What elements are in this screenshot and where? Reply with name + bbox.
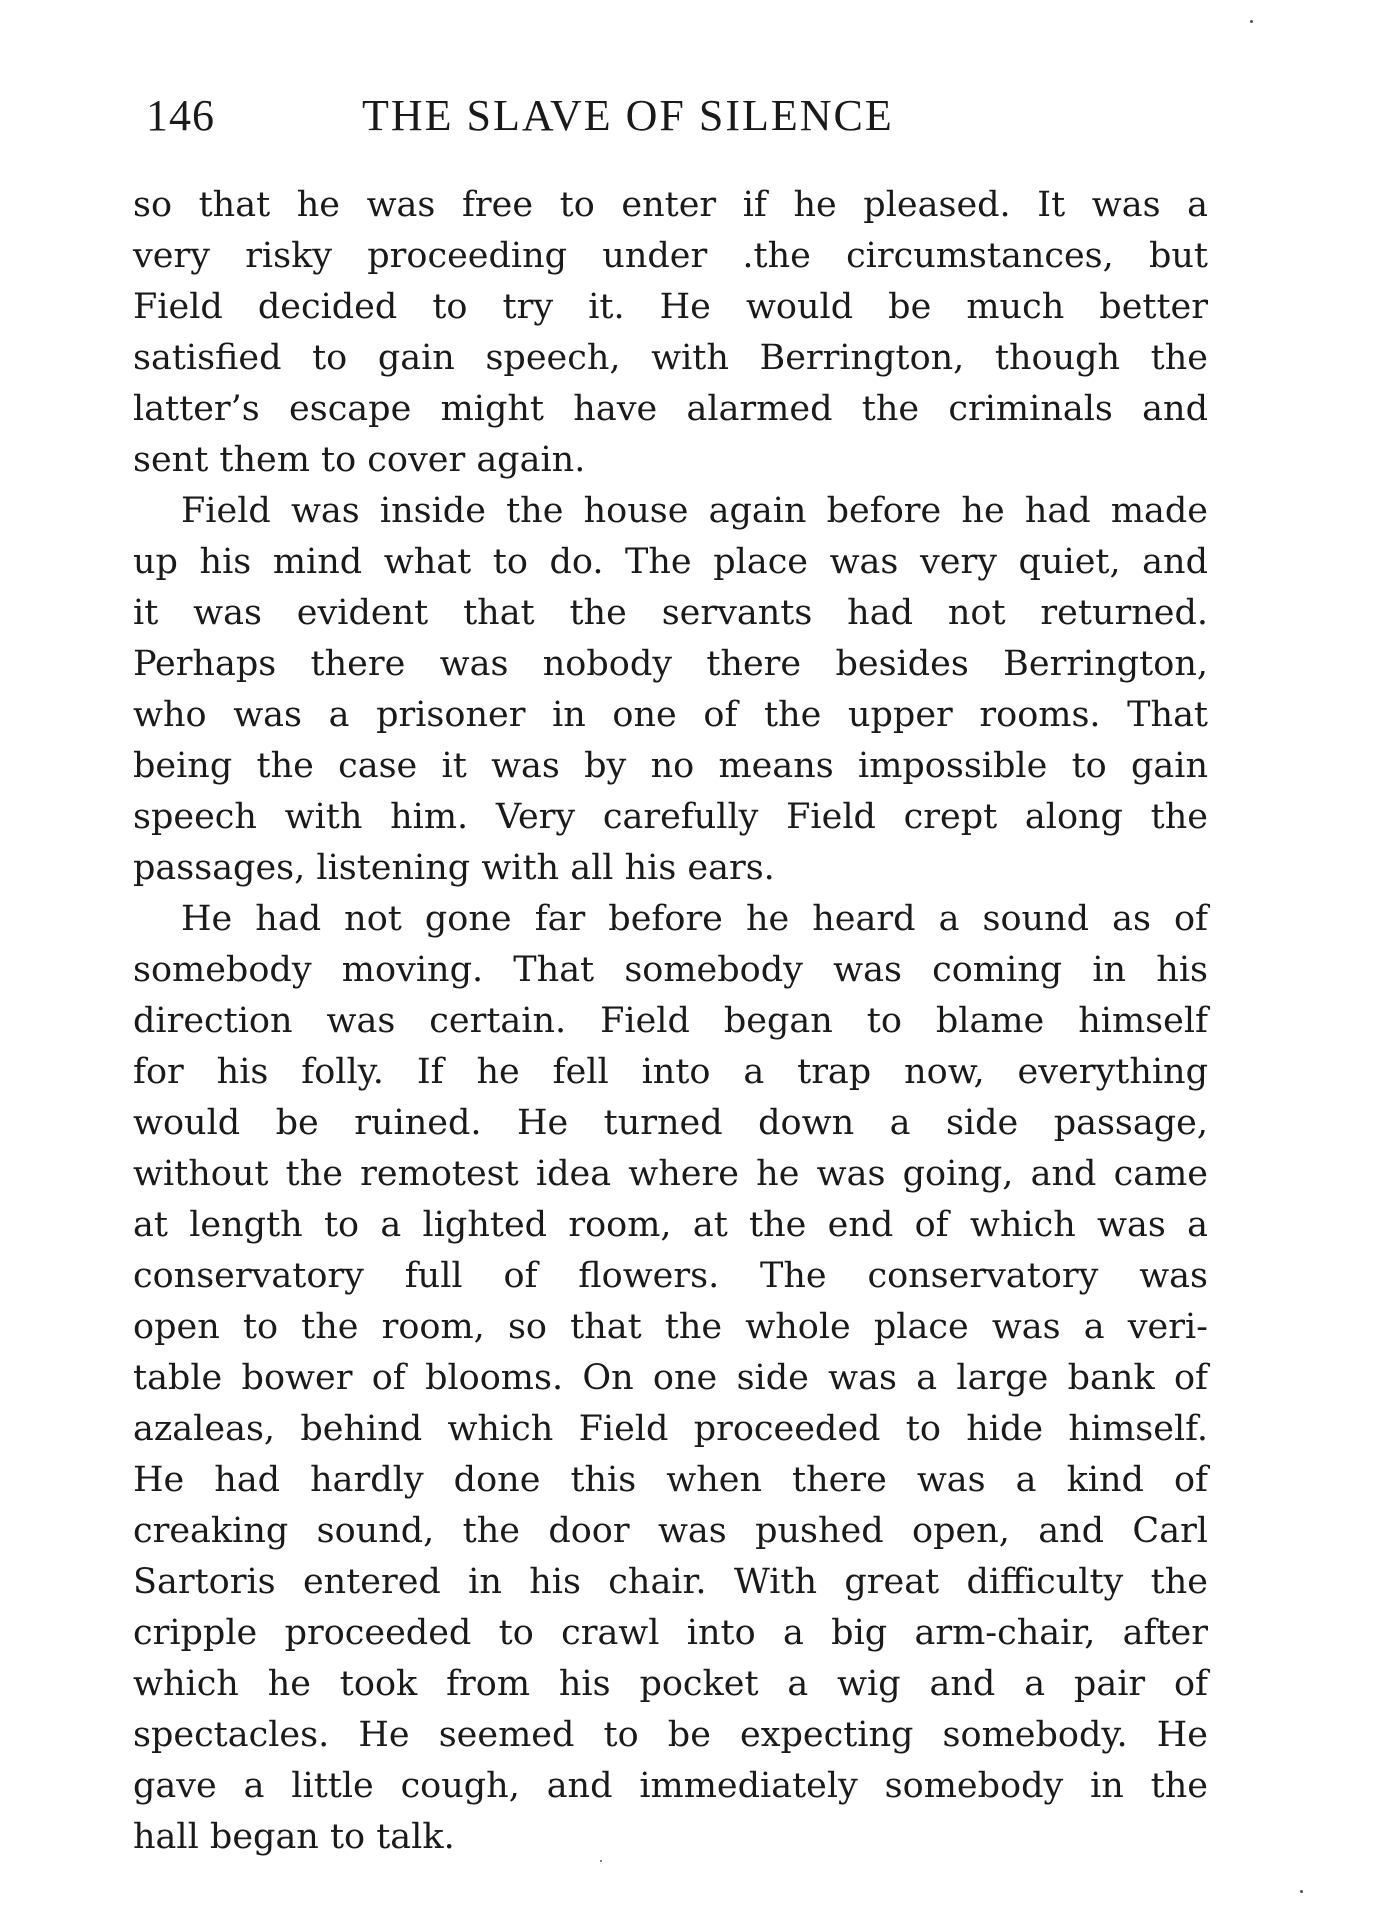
text-line: Field decided to try it. He would be much better <box>133 287 1208 327</box>
text-line: very risky proceeding under .the circumstances, but <box>133 236 1208 276</box>
text-line: satisfied to gain speech, with Berrington, though the <box>133 338 1208 378</box>
text-line: which he took from his pocket a wig and a pair of <box>133 1664 1208 1704</box>
scan-speck <box>600 1860 602 1862</box>
text-line: sent them to cover again. <box>133 440 586 480</box>
text-line: latter’s escape might have alarmed the criminals and <box>133 389 1208 429</box>
text-line: conservatory full of flowers. The conservatory was <box>133 1256 1208 1296</box>
text-line: speech with him. Very carefully Field crept along the <box>133 797 1208 837</box>
text-line: creaking sound, the door was pushed open, and Carl <box>133 1511 1208 1551</box>
text-line: Perhaps there was nobody there besides Berrington, <box>133 644 1208 684</box>
text-line: somebody moving. That somebody was coming in his <box>133 950 1208 990</box>
page-header <box>146 88 1206 148</box>
text-line: without the remotest idea where he was going, and came <box>133 1154 1208 1194</box>
page-number: 146 <box>146 91 215 140</box>
running-title: THE SLAVE OF SILENCE <box>362 91 894 140</box>
text-line: it was evident that the servants had not returned. <box>133 593 1208 633</box>
text-line: cripple proceeded to crawl into a big arm-chair, after <box>133 1613 1208 1653</box>
scan-speck <box>1250 20 1253 23</box>
text-line: table bower of blooms. On one side was a large bank of <box>133 1358 1208 1398</box>
text-line: passages, listening with all his ears. <box>133 848 775 888</box>
text-line: up his mind what to do. The place was very quiet, and <box>133 542 1208 582</box>
text-line: He had hardly done this when there was a kind of <box>133 1460 1208 1500</box>
text-line: Sartoris entered in his chair. With great difficulty the <box>133 1562 1208 1602</box>
text-line: so that he was free to enter if he pleased. It was a <box>133 185 1208 225</box>
body-text <box>133 180 1208 1863</box>
scan-speck <box>1300 1890 1303 1893</box>
text-line: at length to a lighted room, at the end of which was a <box>133 1205 1208 1245</box>
text-line: gave a little cough, and immediately somebody in the <box>133 1766 1208 1806</box>
text-line: spectacles. He seemed to be expecting somebody. He <box>133 1715 1208 1755</box>
text-line: open to the room, so that the whole place was a veri- <box>133 1307 1208 1347</box>
paragraph <box>133 894 1208 1863</box>
text-line: azaleas, behind which Field proceeded to hide himself. <box>133 1409 1208 1449</box>
text-line: direction was certain. Field began to blame himself <box>133 1001 1208 1041</box>
paragraph <box>133 180 1208 486</box>
paragraph <box>133 486 1208 894</box>
text-line: for his folly. If he fell into a trap now, everything <box>133 1052 1208 1092</box>
text-line: who was a prisoner in one of the upper rooms. That <box>133 695 1208 735</box>
text-line: would be ruined. He turned down a side passage, <box>133 1103 1208 1143</box>
text-line: being the case it was by no means impossible to gain <box>133 746 1208 786</box>
text-line: He had not gone far before he heard a sound as of <box>181 899 1208 939</box>
text-line: Field was inside the house again before he had made <box>181 491 1208 531</box>
text-line: hall began to talk. <box>133 1817 455 1857</box>
